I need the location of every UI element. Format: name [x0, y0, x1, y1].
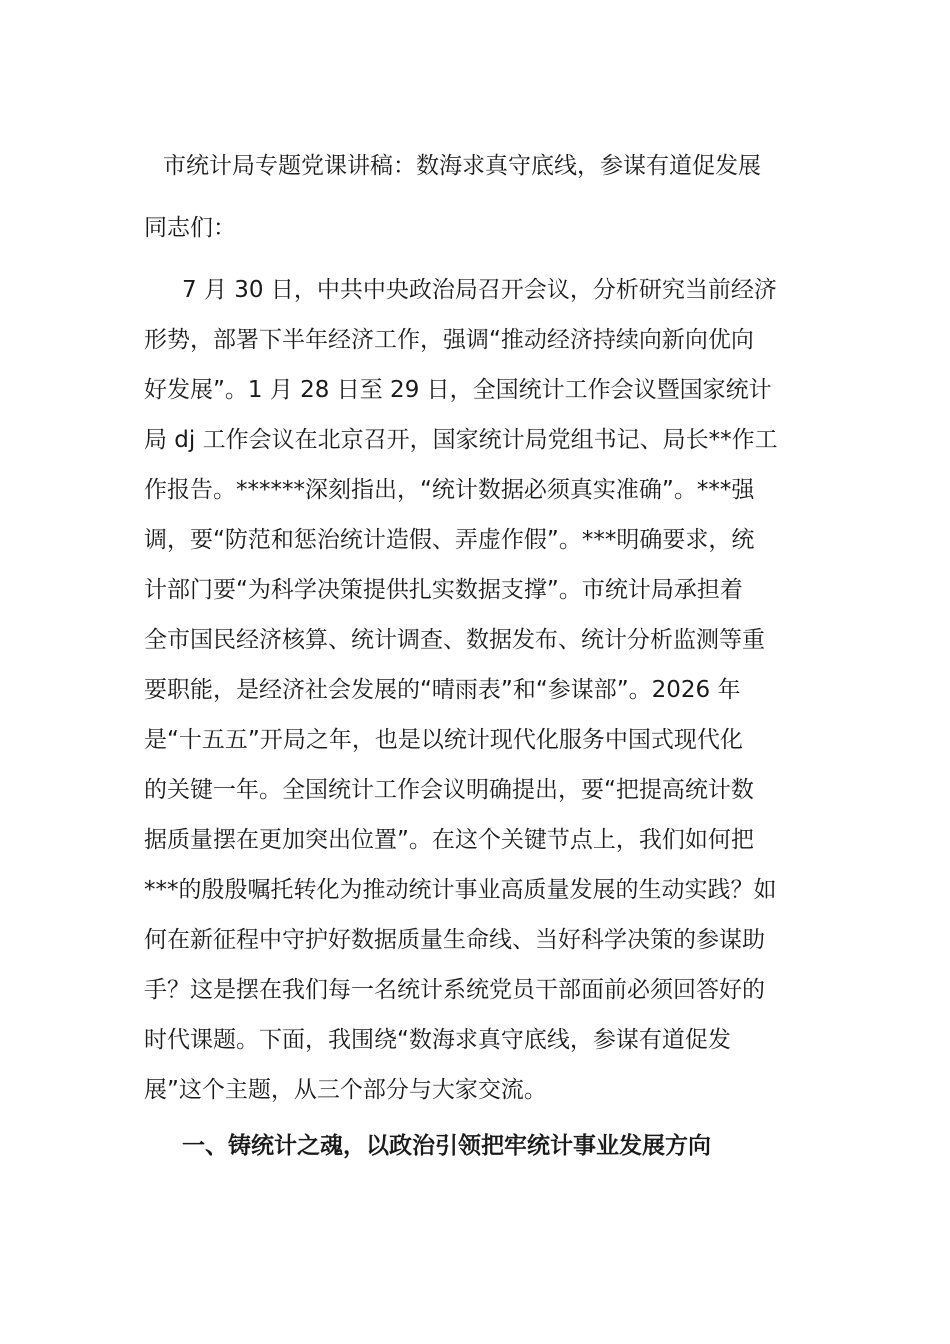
paragraph-line: 7 月 30 日，中共中央政治局召开会议，分析研究当前经济 [182, 277, 777, 303]
section-heading: 一、铸统计之魂，以政治引领把牢统计事业发展方向 [182, 1133, 711, 1159]
paragraph-line: 调，要“防范和惩治统计造假、弄虚作假”。***明确要求，统 [144, 527, 755, 553]
paragraph-line: 好发展”。1 月 28 日至 29 日，全国统计工作会议暨国家统计 [144, 377, 772, 403]
paragraph-line: 全市国民经济核算、统计调查、数据发布、统计分析监测等重 [144, 627, 765, 653]
paragraph-line: 形势，部署下半年经济工作，强调“推动经济持续向新向优向 [144, 327, 754, 353]
paragraph-line: 计部门要“为科学决策提供扎实数据支撑”。市统计局承担着 [144, 577, 743, 603]
paragraph-line: ***的殷殷嘱托转化为推动统计事业高质量发展的生动实践？如 [144, 877, 777, 903]
paragraph-line: 是“十五五”开局之年，也是以统计现代化服务中国式现代化 [144, 727, 743, 753]
body-paragraph [144, 268, 808, 1118]
paragraph-line: 要职能，是经济社会发展的“晴雨表”和“参谋部”。2026 年 [144, 677, 741, 703]
paragraph-line: 局 dj 工作会议在北京召开，国家统计局党组书记、局长**作工 [144, 427, 778, 453]
paragraph-line: 据质量摆在更加突出位置”。在这个关键节点上，我们如何把 [144, 827, 754, 853]
paragraph-line: 时代课题。下面，我围绕“数海求真守底线，参谋有道促发 [144, 1027, 731, 1053]
paragraph-line: 的关键一年。全国统计工作会议明确提出，要“把提高统计数 [144, 777, 754, 803]
salutation: 同志们： [144, 215, 236, 241]
paragraph-line: 展”这个主题，从三个部分与大家交流。 [144, 1077, 547, 1103]
paragraph-line: 手？这是摆在我们每一名统计系统党员干部面前必须回答好的 [144, 977, 765, 1003]
document-title: 市统计局专题党课讲稿：数海求真守底线，参谋有道促发展 [163, 153, 761, 179]
paragraph-line: 何在新征程中守护好数据质量生命线、当好科学决策的参谋助 [144, 927, 765, 953]
paragraph-line: 作报告。******深刻指出，“统计数据必须真实准确”。***强 [144, 477, 755, 503]
